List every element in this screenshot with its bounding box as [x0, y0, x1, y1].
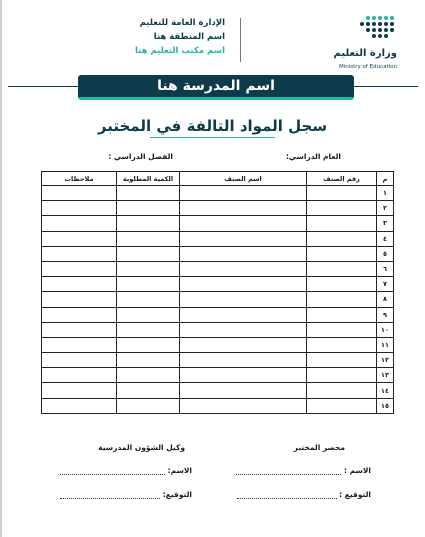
- damaged-items-table: [41, 171, 394, 414]
- item-name-cell[interactable]: [180, 307, 307, 322]
- col-header-item-number: رقم الصنف: [307, 172, 377, 186]
- notes-cell[interactable]: [42, 292, 117, 307]
- item-number-cell[interactable]: [307, 307, 377, 322]
- item-name-cell[interactable]: [180, 186, 307, 201]
- ministry-logo: [297, 14, 397, 70]
- item-number-cell[interactable]: [307, 231, 377, 246]
- item-name-cell[interactable]: [180, 322, 307, 337]
- administration-block: [135, 16, 225, 58]
- row-index: ٢: [377, 201, 394, 216]
- table-row: [42, 231, 394, 246]
- notes-cell[interactable]: [42, 277, 117, 292]
- row-index: ٣: [377, 216, 394, 231]
- right-name-field[interactable]: [236, 473, 341, 475]
- row-index: ٥: [377, 246, 394, 261]
- quantity-cell[interactable]: [117, 216, 180, 231]
- quantity-cell[interactable]: [117, 277, 180, 292]
- quantity-cell[interactable]: [117, 322, 180, 337]
- page-title: سجل المواد التالفة في المختبر: [97, 117, 328, 135]
- table-row: [42, 322, 394, 337]
- quantity-cell[interactable]: [117, 246, 180, 261]
- left-sign-field[interactable]: [60, 497, 160, 499]
- row-index: ٦: [377, 261, 394, 276]
- lab-record-title: محضر المختبر: [293, 443, 345, 452]
- item-number-cell[interactable]: [307, 353, 377, 368]
- right-sign-row: [237, 490, 371, 499]
- item-name-cell[interactable]: [180, 398, 307, 413]
- table-row: [42, 337, 394, 352]
- item-name-cell[interactable]: [180, 383, 307, 398]
- item-name-cell[interactable]: [180, 216, 307, 231]
- item-number-cell[interactable]: [307, 322, 377, 337]
- item-name-cell[interactable]: [180, 292, 307, 307]
- item-number-cell[interactable]: [307, 246, 377, 261]
- table-row: [42, 292, 394, 307]
- left-sign-label: التوقيع:: [162, 490, 192, 499]
- quantity-cell[interactable]: [117, 186, 180, 201]
- table-row: [42, 246, 394, 261]
- item-name-cell[interactable]: [180, 231, 307, 246]
- academic-year-label: العام الدراسي:: [285, 152, 341, 161]
- item-name-cell[interactable]: [180, 337, 307, 352]
- notes-cell[interactable]: [42, 201, 117, 216]
- item-number-cell[interactable]: [307, 261, 377, 276]
- item-name-cell[interactable]: [180, 368, 307, 383]
- item-number-cell[interactable]: [307, 277, 377, 292]
- row-index: ١٣: [377, 368, 394, 383]
- item-name-cell[interactable]: [180, 277, 307, 292]
- table-row: [42, 353, 394, 368]
- quantity-cell[interactable]: [117, 353, 180, 368]
- notes-cell[interactable]: [42, 383, 117, 398]
- quantity-cell[interactable]: [117, 292, 180, 307]
- item-number-cell[interactable]: [307, 186, 377, 201]
- right-sign-field[interactable]: [237, 497, 337, 499]
- quantity-cell[interactable]: [117, 398, 180, 413]
- left-name-label: الاسم:: [167, 466, 192, 475]
- row-index: ٨: [377, 292, 394, 307]
- col-header-notes: ملاحظات: [42, 172, 117, 186]
- admin-line-1: الإدارة العامة للتعليم: [139, 18, 225, 28]
- document-header: [0, 0, 425, 100]
- table-row: [42, 186, 394, 201]
- table-header-row: [42, 172, 394, 186]
- row-index: ٧: [377, 277, 394, 292]
- quantity-cell[interactable]: [117, 337, 180, 352]
- col-header-quantity: الكمية المطلوبة: [117, 172, 180, 186]
- quantity-cell[interactable]: [117, 261, 180, 276]
- title-underline: [150, 137, 275, 138]
- row-index: ١٤: [377, 383, 394, 398]
- left-sign-row: [60, 490, 192, 499]
- item-name-cell[interactable]: [180, 201, 307, 216]
- quantity-cell[interactable]: [117, 307, 180, 322]
- table-row: [42, 383, 394, 398]
- admin-line-2: اسم المنطقة هنا: [153, 32, 225, 42]
- notes-cell[interactable]: [42, 368, 117, 383]
- item-number-cell[interactable]: [307, 398, 377, 413]
- notes-cell[interactable]: [42, 353, 117, 368]
- quantity-cell[interactable]: [117, 368, 180, 383]
- table-row: [42, 201, 394, 216]
- notes-cell[interactable]: [42, 261, 117, 276]
- table-row: [42, 398, 394, 413]
- school-name-banner: اسم المدرسة هنا: [78, 75, 354, 100]
- right-sign-label: التوقيع :: [339, 490, 371, 499]
- right-name-label: الاسم :: [343, 466, 371, 475]
- item-name-cell[interactable]: [180, 353, 307, 368]
- table-row: [42, 368, 394, 383]
- col-header-index: م: [377, 172, 394, 186]
- table-row: [42, 307, 394, 322]
- row-index: ٩: [377, 307, 394, 322]
- table-row: [42, 216, 394, 231]
- header-divider: [240, 18, 241, 62]
- item-number-cell[interactable]: [307, 201, 377, 216]
- item-number-cell[interactable]: [307, 368, 377, 383]
- quantity-cell[interactable]: [117, 383, 180, 398]
- school-affairs-title: وكيل الشؤون المدرسية: [98, 443, 185, 452]
- banner-rule-right: [354, 86, 418, 87]
- table-row: [42, 277, 394, 292]
- ministry-logo-icon: [347, 14, 397, 42]
- notes-cell[interactable]: [42, 398, 117, 413]
- notes-cell[interactable]: [42, 246, 117, 261]
- notes-cell[interactable]: [42, 231, 117, 246]
- row-index: ١: [377, 186, 394, 201]
- admin-line-3: اسم مكتب التعليم هنا: [134, 46, 225, 56]
- row-index: ١٥: [377, 398, 394, 413]
- notes-cell[interactable]: [42, 337, 117, 352]
- notes-cell[interactable]: [42, 307, 117, 322]
- left-name-field[interactable]: [60, 473, 165, 475]
- notes-cell[interactable]: [42, 322, 117, 337]
- row-index: ١٢: [377, 353, 394, 368]
- ministry-name-ar: وزارة التعليم: [333, 48, 397, 59]
- item-name-cell[interactable]: [180, 261, 307, 276]
- col-header-item-name: اسم الصنف: [180, 172, 307, 186]
- left-name-row: [60, 466, 192, 475]
- row-index: ١٠: [377, 322, 394, 337]
- item-name-cell[interactable]: [180, 246, 307, 261]
- item-number-cell[interactable]: [307, 292, 377, 307]
- quantity-cell[interactable]: [117, 201, 180, 216]
- row-index: ١١: [377, 337, 394, 352]
- table-row: [42, 261, 394, 276]
- quantity-cell[interactable]: [117, 231, 180, 246]
- item-number-cell[interactable]: [307, 216, 377, 231]
- notes-cell[interactable]: [42, 216, 117, 231]
- ministry-name-en: Ministry of Education: [338, 64, 397, 70]
- row-index: ٤: [377, 231, 394, 246]
- item-number-cell[interactable]: [307, 383, 377, 398]
- notes-cell[interactable]: [42, 186, 117, 201]
- right-name-row: [236, 466, 371, 475]
- term-label: الفصل الدراسي :: [108, 152, 173, 161]
- banner-rule-left: [8, 86, 78, 87]
- item-number-cell[interactable]: [307, 337, 377, 352]
